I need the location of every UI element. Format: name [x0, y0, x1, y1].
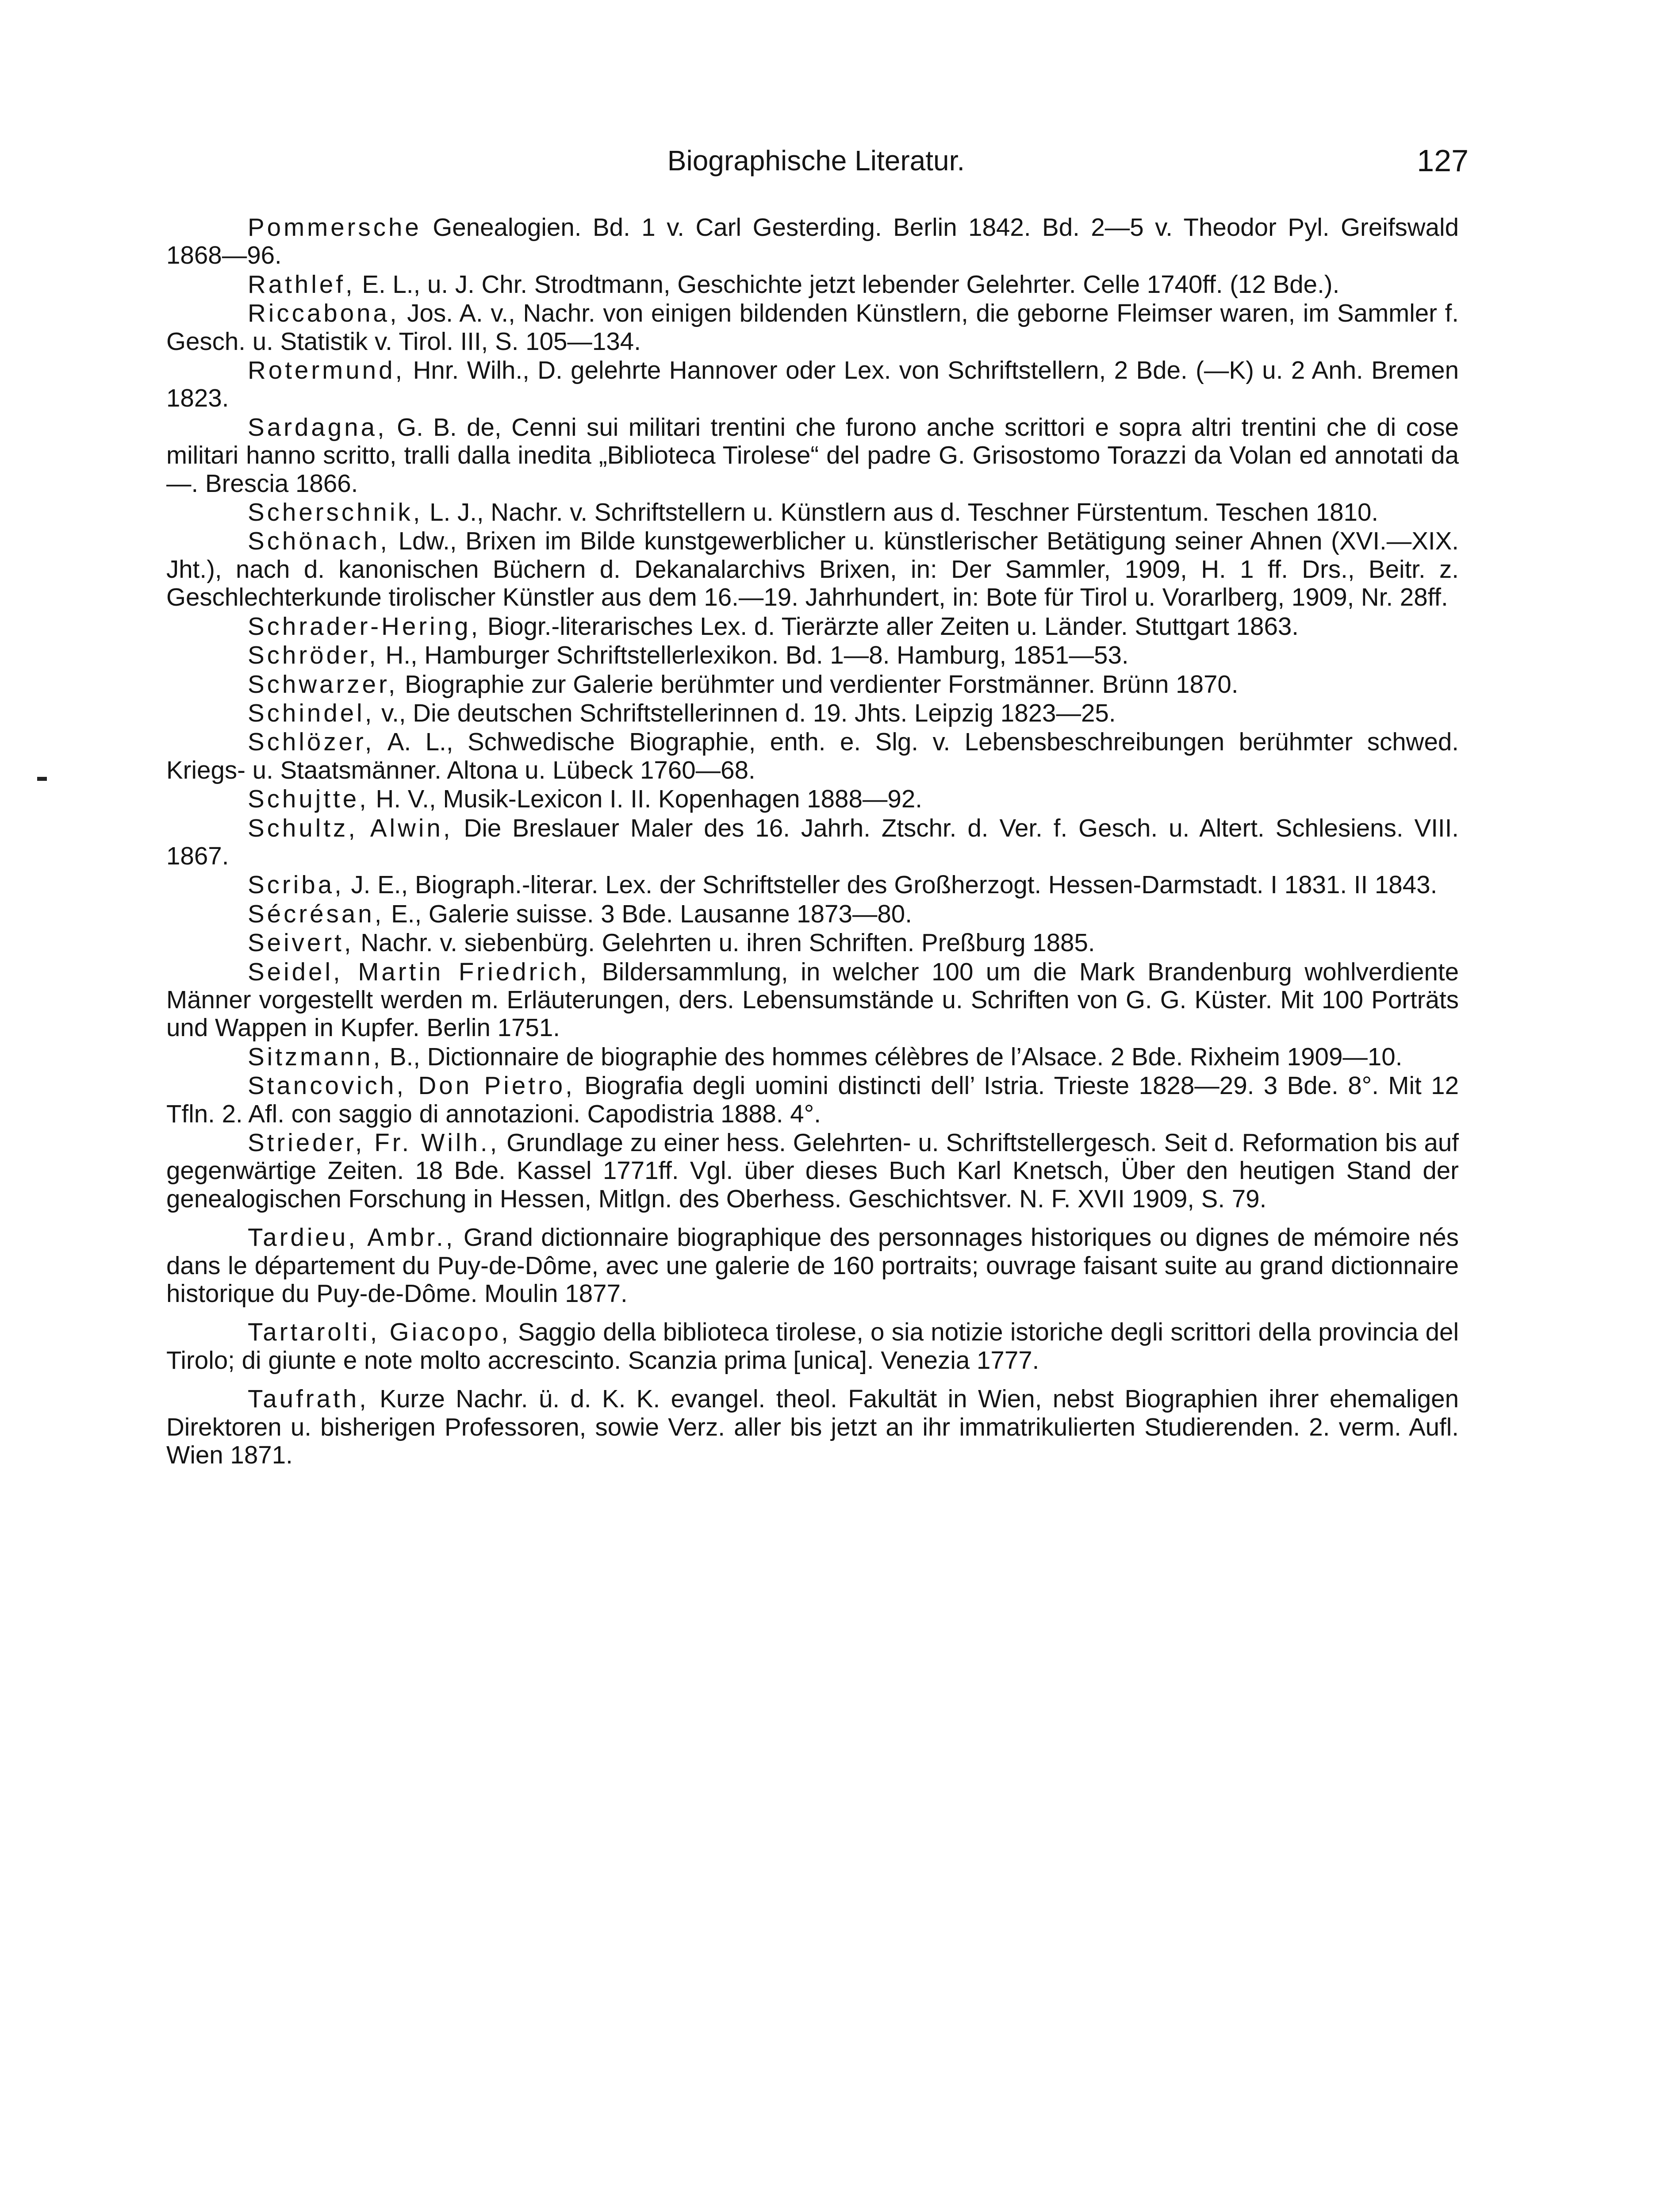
entry-author: Sitzmann, [248, 1042, 383, 1071]
bibliography-entry [166, 413, 1459, 497]
entry-text: B., Dictionnaire de biographie des hommes célèbres de l’Alsace. 2 Bde. Rixheim 1909—10. [383, 1042, 1403, 1071]
entry-author: Seidel, Martin Friedrich, [248, 957, 590, 986]
entry-author: Taufrath, [248, 1385, 369, 1413]
running-title: Biographische Literatur. [667, 145, 965, 177]
entry-text: Nachr. v. siebenbürg. Gelehrten u. ihren Schriften. Preßburg 1885. [353, 929, 1095, 957]
bibliography-entry [166, 1385, 1459, 1469]
page-number: 127 [1417, 143, 1469, 178]
bibliography-entry [166, 213, 1459, 269]
bibliography-entry [166, 958, 1459, 1042]
entry-author: Schröder, [248, 641, 379, 669]
page-header [164, 141, 1469, 180]
bibliography-entry [166, 929, 1459, 956]
bibliography-entry [166, 1043, 1459, 1071]
entry-author: Scriba, [248, 871, 344, 899]
entry-text: Jos. A. v., Nachr. von einigen bildenden Künstlern, die geborne Fleimser waren, im Sammler f. Gesch. u. Statistik v. Tirol. III, S. 105—134. [166, 299, 1459, 355]
entry-author: Rotermund, [248, 356, 405, 384]
entry-text: Bildersammlung, in welcher 100 um die Mark Brandenburg wohlverdiente Männer vorgestellt werden m. Erläuterungen, ders. Lebensumstände u. Schriften von G. G. Küster. Mit 100 Porträts und Wappen in Kupfer. Berlin 1751. [166, 957, 1459, 1042]
entry-author: Tardieu, Ambr., [248, 1223, 456, 1252]
entry-text: H., Hamburger Schriftstellerlexikon. Bd. 1—8. Hamburg, 1851—53. [378, 641, 1129, 669]
entry-text: Hnr. Wilh., D. gelehrte Hannover oder Lex. von Schriftstellern, 2 Bde. (—K) u. 2 Anh. Bremen 1823. [166, 356, 1459, 412]
bibliography-entry [166, 1129, 1459, 1213]
entry-author: Stancovich, Don Pietro, [248, 1071, 575, 1100]
bibliography-entry [166, 699, 1459, 727]
entry-text: Biogr.-literarisches Lex. d. Tierärzte aller Zeiten u. Länder. Stuttgart 1863. [480, 612, 1299, 640]
bibliography-entry [166, 785, 1459, 813]
entry-author: Schultz, Alwin, [248, 814, 453, 842]
entry-text: Saggio della biblioteca tirolese, o sia notizie istoriche degli scrittori della provincia del Tirolo; di giunte e note molto accrescinto. Scanzia prima [unica]. Venezia 1777. [166, 1318, 1459, 1374]
entry-author: Pommersche [248, 213, 422, 241]
entry-author: Tartarolti, Giacopo, [248, 1318, 511, 1346]
bibliography-entry [166, 670, 1459, 698]
bibliography-entry [166, 641, 1459, 669]
entry-text: v., Die deutschen Schriftstellerinnen d. 19. Jhts. Leipzig 1823—25. [374, 699, 1116, 727]
bibliography-entry [166, 612, 1459, 640]
entry-author: Scherschnik, [248, 498, 423, 526]
bibliography-entry [166, 356, 1459, 412]
bibliography-entry [166, 871, 1459, 899]
entry-text: E., Galerie suisse. 3 Bde. Lausanne 1873—80. [384, 899, 912, 928]
entry-text: H. V., Musik-Lexicon I. II. Kopenhagen 1888—92. [368, 785, 922, 813]
entry-author: Schwarzer, [248, 670, 398, 698]
entry-author: Seivert, [248, 929, 354, 957]
entry-text: G. B. de, Cenni sui militari trentini che furono anche scrittori e sopra altri trentini che di cose militari hanno scritto, tralli dalla inedita „Biblioteca Tirolese“ del padre G. Grisostomo Torazzi da Volan ed annotati da —. Brescia 1866. [166, 413, 1459, 497]
bibliography-entry [166, 299, 1459, 355]
entry-text: Grand dictionnaire biographique des personnages historiques ou dignes de mémoire nés dans le département du Puy-de-Dôme, avec une galerie de 160 portraits; ouvrage faisant suite au grand dictionnaire historique du Puy-de-Dôme. Moulin 1877. [166, 1223, 1459, 1308]
entry-text: Kurze Nachr. ü. d. K. K. evangel. theol. Fakultät in Wien, nebst Biographien ihrer ehemaligen Direktoren u. bisherigen Professoren, sowie Verz. aller bis jetzt an ihr immatrikulierten Studierenden. 2. verm. Aufl. Wien 1871. [166, 1385, 1459, 1469]
entry-author: Riccabona, [248, 299, 399, 327]
entry-text: Biografia degli uomini distincti dell’ Istria. Trieste 1828—29. 3 Bde. 8°. Mit 12 Tfln. 2. Afl. con saggio di annotazioni. Capodistria 1888. 4°. [166, 1071, 1459, 1128]
entry-text: L. J., Nachr. v. Schriftstellern u. Künstlern aus d. Teschner Fürstentum. Teschen 1810. [422, 498, 1379, 526]
entry-text: Grundlage zu einer hess. Gelehrten- u. Schriftstellergesch. Seit d. Reformation bis auf gegenwärtige Zeiten. 18 Bde. Kassel 1771ff. Vgl. über dieses Buch Karl Knetsch, Über den heutigen Stand der genealogischen Forschung in Hessen, Mitlgn. des Oberhess. Geschichtsver. N. F. XVII 1909, S. 79. [166, 1129, 1459, 1213]
entry-author: Sardagna, [248, 413, 387, 441]
entry-text: E. L., u. J. Chr. Strodtmann, Geschichte jetzt lebender Gelehrter. Celle 1740ff. (12 Bde.). [355, 270, 1340, 298]
entry-text: Ldw., Brixen im Bilde kunstgewerblicher u. künstlerischer Betätigung seiner Ahnen (XVI.—XIX. Jht.), nach d. kanonischen Büchern d. Dekanalarchivs Brixen, in: Der Sammler, 1909, H. 1 ff. Drs., Beitr. z. Geschlechterkunde tirolischer Künstler aus dem 16.—19. Jahrhundert, in: Bote für Tirol u. Vorarlberg, 1909, Nr. 28ff. [166, 527, 1459, 611]
entry-author: Schlözer, [248, 728, 375, 756]
entry-author: Schrader-Hering, [248, 612, 481, 640]
bibliography-entry [166, 498, 1459, 526]
bibliography-entry [166, 527, 1459, 611]
bibliography-entry [166, 270, 1459, 298]
entry-author: Schönach, [248, 527, 390, 555]
entry-text: Die Breslauer Maler des 16. Jahrh. Ztschr. d. Ver. f. Gesch. u. Altert. Schlesiens. VIII. 1867. [166, 814, 1459, 870]
bibliography-entry [166, 1223, 1459, 1307]
bibliography-entry [166, 814, 1459, 870]
margin-mark [37, 777, 47, 781]
entry-text: Biographie zur Galerie berühmter und verdienter Forstmänner. Brünn 1870. [398, 670, 1239, 698]
entry-author: Sécrésan, [248, 899, 384, 928]
bibliography-entry [166, 1071, 1459, 1128]
entry-text: J. E., Biograph.-literar. Lex. der Schriftsteller des Großherzogt. Hessen-Darmstadt. I 1831. II 1843. [344, 871, 1438, 899]
bibliography-entry [166, 728, 1459, 784]
entry-author: Rathlef, [248, 270, 355, 298]
entry-author: Strieder, Fr. Wilh., [248, 1129, 500, 1156]
entry-text: Genealogien. Bd. 1 v. Carl Gesterding. Berlin 1842. Bd. 2—5 v. Theodor Pyl. Greifswald 1868—96. [166, 213, 1459, 269]
entry-author: Schujtte, [248, 785, 369, 813]
entry-author: Schindel, [248, 699, 375, 727]
entry-text: A. L., Schwedische Biographie, enth. e. Slg. v. Lebensbeschreibungen berühmter schwed. Kriegs- u. Staatsmänner. Altona u. Lübeck 1760—68. [166, 728, 1459, 784]
bibliography-list [166, 213, 1459, 1470]
bibliography-entry [166, 900, 1459, 928]
bibliography-entry [166, 1318, 1459, 1374]
